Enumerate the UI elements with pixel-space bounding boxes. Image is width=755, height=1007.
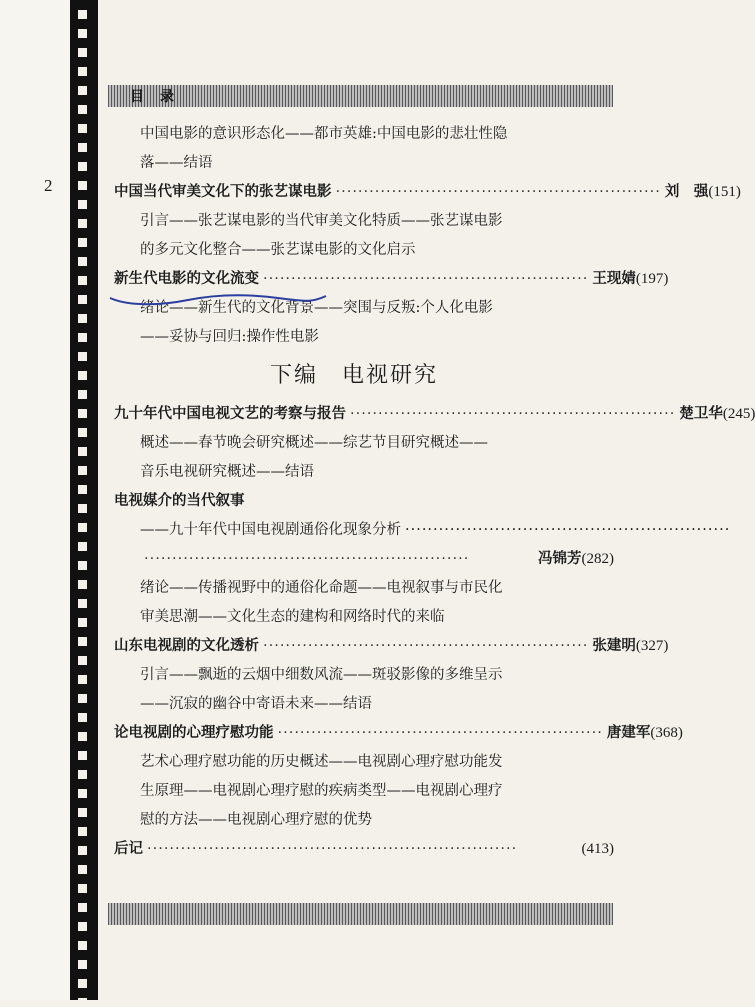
leader-dots: ·································································· [147,841,518,857]
leader-dots: ·························································· [277,725,603,741]
film-perforation [78,808,87,817]
film-perforation [78,865,87,874]
film-perforation [78,29,87,38]
entry-title: 新生代电影的文化流变 [114,271,259,287]
section-heading: 下编 电视研究 [269,363,438,388]
film-perforation [78,542,87,551]
pen-underline-mark [108,286,328,308]
film-perforation [78,200,87,209]
entry-description: 引言——张艺谋电影的当代审美文化特质——张艺谋电影 [140,213,503,229]
header-label: 目 录 [130,89,175,105]
entry-author: 王现婧 [592,271,636,287]
film-perforation [78,105,87,114]
entry-description: 审美思潮——文化生态的建构和网络时代的来临 [140,609,445,625]
entry-description: 落——结语 [140,155,213,171]
leader-dots: ·························································· [405,522,731,538]
entry-author: 唐建军 [606,725,651,741]
entry-description: ——妥协与回归:操作性电影 [140,329,319,345]
entry-description: 艺术心理疗慰功能的历史概述——电视剧心理疗慰功能发 [140,754,503,770]
entry-title: 电视媒介的当代叙事 [114,493,245,509]
table-of-contents [114,120,755,864]
film-perforation [78,960,87,969]
leader-dots: ·························································· [350,406,676,422]
leader-dots: ·························································· [263,638,589,654]
entry-subtitle: ——九十年代中国电视剧通俗化现象分析 [140,522,401,538]
entry-author-line [114,545,614,574]
film-perforation [78,770,87,779]
footer-band [108,903,613,925]
film-perforation [78,238,87,247]
film-perforation [78,884,87,893]
toc-entry-90s-tv-arts[interactable] [114,400,755,429]
film-perforation [78,827,87,836]
film-perforation [78,48,87,57]
film-perforation [78,485,87,494]
entry-page: (413) [581,841,614,857]
toc-entry-tv-narrative[interactable] [114,487,614,516]
entry-description: ——沉寂的幽谷中寄语未来——结语 [140,696,372,712]
film-perforation [78,713,87,722]
film-perforation [78,219,87,228]
film-perforation [78,656,87,665]
film-perforation [78,162,87,171]
toc-entry-shandong-tv[interactable] [114,632,669,661]
entry-description: 概述——春节晚会研究概述——综艺节目研究概述—— [140,435,488,451]
film-perforation [78,732,87,741]
entry-description: 的多元文化整合——张艺谋电影的文化启示 [140,242,416,258]
left-margin [0,0,70,1000]
film-perforation [78,276,87,285]
entry-description: 绪论——传播视野中的通俗化命题——电视叙事与市民化 [140,580,503,596]
leader-dots: ·························································· [263,271,589,287]
entry-author: 刘 强 [664,184,709,200]
entry-author: 冯锦芳 [538,551,582,567]
film-perforation [78,428,87,437]
leader-dots: ·························································· [335,184,661,200]
film-perforation [78,352,87,361]
entry-title: 山东电视剧的文化透析 [114,638,259,654]
entry-subtitle-line [114,516,731,545]
film-perforation [78,618,87,627]
entry-page: (327) [635,638,669,654]
film-perforation [78,846,87,855]
entry-description: 中国电影的意识形态化——都市英雄:中国电影的悲壮性隐 [140,126,508,142]
film-perforation [78,371,87,380]
film-perforation [78,903,87,912]
film-perforation [78,181,87,190]
film-perforation [78,390,87,399]
film-perforation [78,67,87,76]
toc-entry-afterword[interactable] [114,835,614,864]
entry-description: 慰的方法——电视剧心理疗慰的优势 [140,812,372,828]
film-perforation [78,523,87,532]
entry-description: 绪论——新生代的文化背景——突围与反叛:个人化电影 [140,300,493,316]
toc-entry-zhang-yimou[interactable] [114,178,741,207]
film-perforation [78,941,87,950]
entry-page: (368) [650,725,683,741]
film-perforation [78,675,87,684]
entry-title: 中国当代审美文化下的张艺谋电影 [114,184,332,200]
toc-entry-tv-therapy[interactable] [114,719,683,748]
film-perforation [78,694,87,703]
film-perforation [78,447,87,456]
page-number: 2 [44,176,53,195]
film-perforation [78,504,87,513]
film-perforation [78,637,87,646]
film-perforation [78,295,87,304]
film-perforation [78,599,87,608]
entry-description: 音乐电视研究概述——结语 [140,464,314,480]
film-perforation [78,561,87,570]
film-perforation [78,751,87,760]
film-perforation [78,789,87,798]
entry-page: (197) [635,271,669,287]
entry-page: (245) [722,406,755,422]
film-perforation [78,466,87,475]
film-perforation [78,10,87,19]
leader-dots: ·························································· [144,551,470,567]
film-perforation [78,580,87,589]
film-perforation [78,257,87,266]
entry-title: 九十年代中国电视文艺的考察与报告 [114,406,346,422]
film-perforation [78,922,87,931]
film-perforation [78,143,87,152]
entry-author: 张建明 [592,638,636,654]
header-band [108,85,613,107]
film-perforation [78,409,87,418]
film-perforation [78,86,87,95]
film-perforation [78,979,87,988]
film-strip [70,0,98,1000]
film-perforation [78,314,87,323]
entry-page: (282) [581,551,614,567]
entry-description: 引言——飘逝的云烟中细数风流——斑驳影像的多维呈示 [140,667,503,683]
film-perforation [78,998,87,1007]
film-perforation [78,333,87,342]
entry-description: 生原理——电视剧心理疗慰的疾病类型——电视剧心理疗 [140,783,503,799]
film-perforation [78,124,87,133]
entry-author: 楚卫华 [679,406,723,422]
entry-page: (151) [708,184,741,200]
entry-title: 论电视剧的心理疗慰功能 [114,725,274,741]
entry-title: 后记 [114,841,143,857]
